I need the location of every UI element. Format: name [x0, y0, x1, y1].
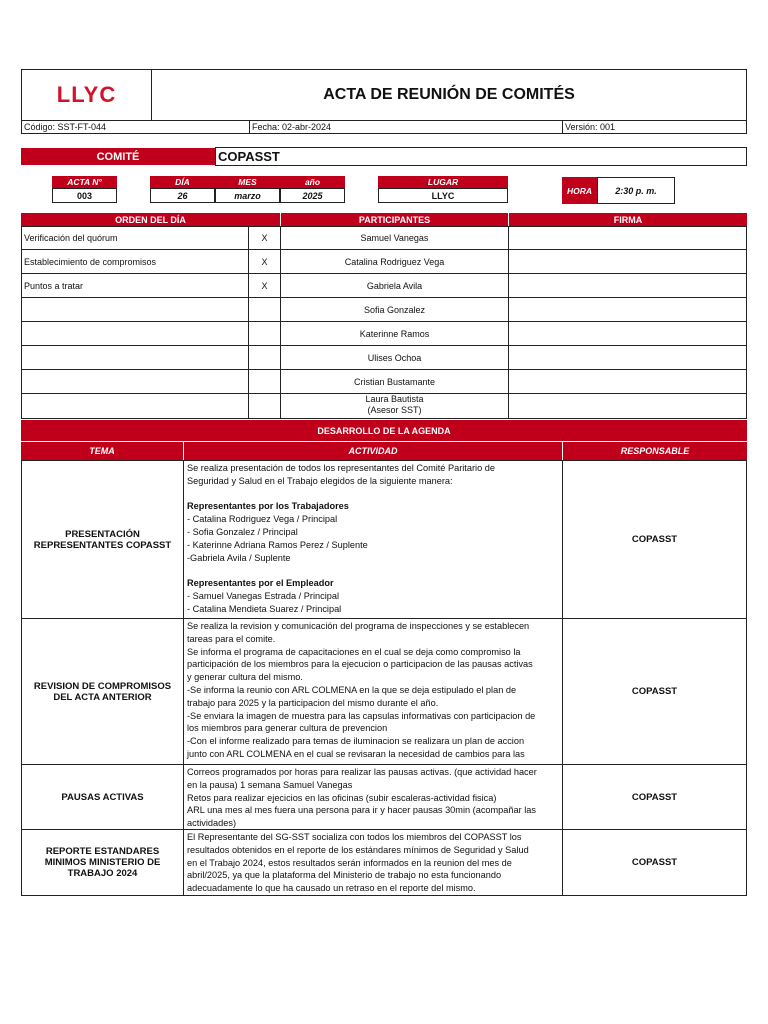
- col-actividad: ACTIVIDAD: [183, 442, 562, 460]
- codigo: Código: SST-FT-044: [22, 121, 250, 133]
- actividad-line: Se informa el programa de capacitaciones en el cual se deja como compromiso la: [187, 646, 521, 657]
- actividad-line: - Catalina Rodriguez Vega / Principal: [187, 514, 338, 525]
- agenda-actividad: [183, 618, 563, 765]
- actividad-line: resultados obtenidos en el reporte de los estándares mínimos de Seguridad y Salud: [187, 844, 529, 855]
- participante-name: [280, 393, 509, 419]
- agenda-tema: PAUSAS ACTIVAS: [21, 764, 184, 830]
- agenda-tema: REPORTE ESTANDARES MINIMOS MINISTERIO DE TRABAJO 2024: [21, 829, 184, 896]
- table-row: [21, 322, 747, 346]
- orden-item: [21, 345, 249, 370]
- orden-check: [248, 321, 281, 346]
- participante-name: Katerinne Ramos: [280, 321, 509, 346]
- llyc-logo: LLYC: [56, 82, 117, 107]
- actividad-line: los miembros para generar cultura de prevencion: [187, 723, 388, 734]
- acta-label: ACTA N°: [52, 176, 117, 188]
- table-row: [21, 370, 747, 394]
- actividad-line: Retos para realizar ejecicios en las oficinas (subir escaleras-actividad fisica): [187, 792, 497, 803]
- participante-name: Gabriela Avila: [280, 273, 509, 298]
- table-row: [21, 298, 747, 322]
- participante-name: Cristian Bustamante: [280, 369, 509, 394]
- participante-line-2: (Asesor SST): [367, 405, 422, 415]
- orden-check: [248, 345, 281, 370]
- actividad-line: adecuadamente lo que ha causado un retraso en el reporte del mismo.: [187, 883, 476, 894]
- orden-item: [21, 369, 249, 394]
- orden-check: [248, 369, 281, 394]
- firma-field[interactable]: [508, 393, 747, 419]
- actividad-line: - Samuel Vanegas Estrada / Principal: [187, 590, 340, 601]
- participante-line-1: Laura Bautista: [365, 394, 424, 404]
- firma-field[interactable]: [508, 345, 747, 370]
- col-responsable: RESPONSABLE: [562, 442, 747, 460]
- comite-value: COPASST: [215, 147, 747, 166]
- orden-item: Verificación del quórum: [21, 226, 249, 250]
- actividad-line: -Se enviara la imagen de muestra para las capsulas informativas con participacion de: [187, 710, 536, 721]
- agenda-tema: REVISION DE COMPROMISOS DEL ACTA ANTERIOR: [21, 618, 184, 765]
- actividad-line: en el Trabajo 2024, estos resultados serán informados en la reunion del mes de: [187, 857, 512, 868]
- table-row: [21, 274, 747, 298]
- actividad-line: participación de los miembros para la ejecucion o participacion de las pausas activas: [187, 659, 533, 670]
- agenda-responsable: COPASST: [562, 460, 747, 619]
- orden-check: X: [248, 249, 281, 274]
- orden-item: [21, 297, 249, 322]
- col-orden-del-dia: ORDEN DEL DÍA: [21, 213, 280, 226]
- actividad-line: tareas para el comite.: [187, 633, 276, 644]
- hora-label: HORA: [562, 177, 597, 204]
- hora-value: 2:30 p. m.: [597, 177, 675, 204]
- orden-item: Establecimiento de compromisos: [21, 249, 249, 274]
- actividad-line: - Catalina Mendieta Suarez / Principal: [187, 603, 342, 614]
- header: [21, 69, 747, 121]
- actividad-line: -Con el informe realizado para temas de iluminacion se realizara un plan de accion: [187, 736, 525, 747]
- actividad-line: actividades): [187, 818, 237, 829]
- ano-value: 2025: [280, 188, 345, 203]
- actividad-line: abril/2025, ya que la plataforma del Ministerio de trabajo no esta funcionando: [187, 870, 502, 881]
- version: Versión: 001: [565, 122, 616, 132]
- doc-meta-row: [21, 121, 747, 134]
- agenda-row: [21, 618, 747, 765]
- orden-item: Puntos a tratar: [21, 273, 249, 298]
- logo-cell: [22, 70, 152, 120]
- agenda-row: [21, 460, 747, 619]
- actividad-line: junto con ARL COLMENA en el cual se revisaran la necesidad de cambios para las: [187, 748, 525, 759]
- actividad-line: - Sofia Gonzalez / Principal: [187, 526, 298, 537]
- participante-name: Ulises Ochoa: [280, 345, 509, 370]
- actividad-line: Representantes por los Trabajadores: [187, 501, 349, 512]
- table-row: [21, 394, 747, 419]
- agenda-row: [21, 764, 747, 830]
- actividad-line: [187, 488, 559, 501]
- lugar-value: LLYC: [378, 188, 508, 203]
- firma-field[interactable]: [508, 369, 747, 394]
- table-row: [21, 250, 747, 274]
- agenda-responsable: COPASST: [562, 829, 747, 896]
- table-row: [21, 346, 747, 370]
- mes-label: MES: [215, 176, 280, 188]
- actividad-line: Seguridad y Salud en el Trabajo elegidos de la siguiente manera:: [187, 475, 453, 486]
- orden-item: [21, 393, 249, 419]
- actividad-line: Se realiza la revision y comunicación del programa de inspecciones y se establecen: [187, 621, 530, 631]
- actividad-line: en la pausa) 1 semana Samuel Vanegas: [187, 779, 353, 790]
- mes-value: marzo: [215, 188, 280, 203]
- firma-field[interactable]: [508, 226, 747, 250]
- agenda-responsable: COPASST: [562, 618, 747, 765]
- agenda-responsable: COPASST: [562, 764, 747, 830]
- col-tema: TEMA: [21, 442, 183, 460]
- dia-label: DÍA: [150, 176, 215, 188]
- table-row: [21, 226, 747, 250]
- agenda-title: DESARROLLO DE LA AGENDA: [21, 420, 747, 441]
- orden-check: [248, 297, 281, 322]
- lugar-label: LUGAR: [378, 176, 508, 188]
- ano-label: año: [280, 176, 345, 188]
- document-title: ACTA DE REUNIÓN DE COMITÉS: [323, 86, 575, 103]
- orden-item: [21, 321, 249, 346]
- firma-field[interactable]: [508, 321, 747, 346]
- actividad-line: El Representante del SG-SST socializa con todos los miembros del COPASST los: [187, 832, 522, 842]
- dia-value: 26: [150, 188, 215, 203]
- agenda-actividad: [183, 764, 563, 830]
- agenda-row: [21, 829, 747, 896]
- orden-check: [248, 393, 281, 419]
- participante-name: Samuel Vanegas: [280, 226, 509, 250]
- actividad-line: - Katerinne Adriana Ramos Perez / Suplente: [187, 539, 368, 550]
- firma-field[interactable]: [508, 273, 747, 298]
- firma-field[interactable]: [508, 249, 747, 274]
- orden-check: X: [248, 226, 281, 250]
- fecha: Fecha: 02-abr-2024: [250, 121, 563, 133]
- agenda-tema: PRESENTACIÓN REPRESENTANTES COPASST: [21, 460, 184, 619]
- col-firma: FIRMA: [508, 213, 747, 226]
- comite-label: COMITÉ: [21, 148, 215, 165]
- firma-field[interactable]: [508, 297, 747, 322]
- actividad-line: Correos programados por horas para realizar las pausas activas. (que actividad hacer: [187, 767, 537, 777]
- actividad-line: -Gabriela Avila / Suplente: [187, 552, 291, 563]
- participante-name: Sofia Gonzalez: [280, 297, 509, 322]
- participante-name: Catalina Rodriguez Vega: [280, 249, 509, 274]
- col-participantes: PARTICIPANTES: [280, 213, 508, 226]
- actividad-line: y generar cultura del mismo.: [187, 672, 303, 683]
- agenda-actividad: [183, 460, 563, 619]
- actividad-line: trabajo para 2025 y la participacion del mismo durante el año.: [187, 697, 439, 708]
- actividad-line: -Se informa la reunio con ARL COLMENA en la que se deja estipulado el plan de: [187, 684, 517, 695]
- acta-value: 003: [52, 188, 117, 203]
- actividad-line: Representantes por el Empleador: [187, 578, 334, 589]
- actividad-line: Se realiza presentación de todos los representantes del Comité Paritario de: [187, 463, 495, 473]
- agenda-actividad: [183, 829, 563, 896]
- actividad-line: [187, 564, 559, 577]
- orden-check: X: [248, 273, 281, 298]
- actividad-line: ARL una mes al mes fuera una persona para ir y hacer pausas 30min (acompañar las: [187, 805, 536, 816]
